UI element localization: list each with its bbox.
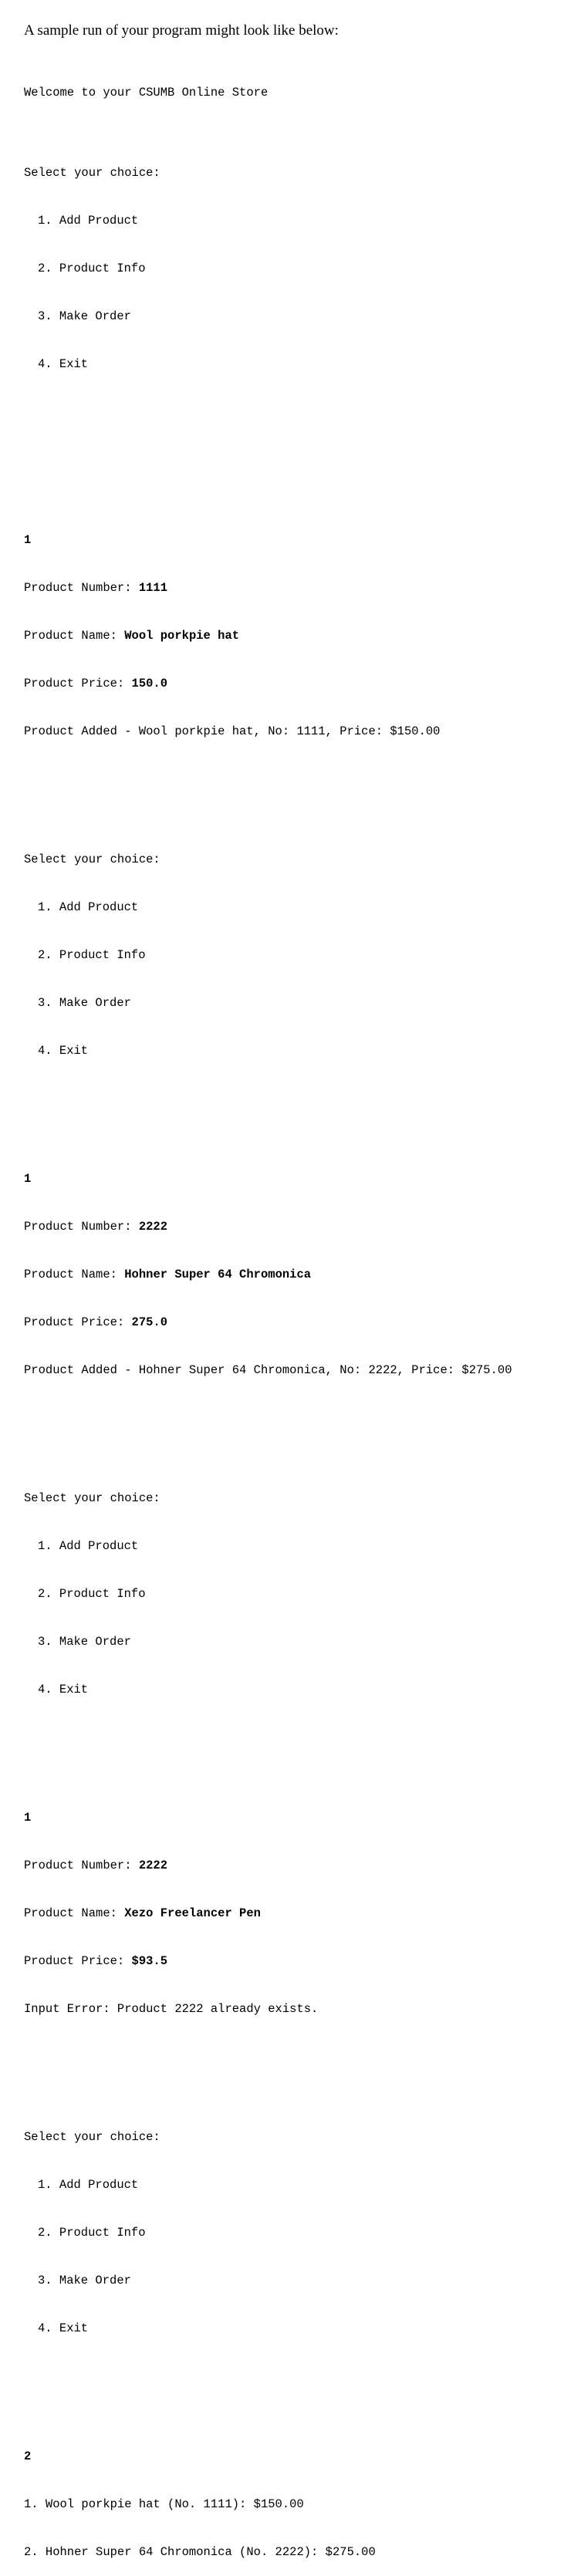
product-number-line bbox=[24, 1219, 512, 1235]
menu-option: 3. Make Order bbox=[38, 996, 131, 1011]
intro-text: A sample run of your program might look like below: bbox=[24, 22, 339, 39]
menu-option: 3. Make Order bbox=[38, 2274, 131, 2288]
product-name-label: Product Name: bbox=[24, 629, 125, 643]
product-name-input: Wool porkpie hat bbox=[124, 629, 240, 643]
result-line: Product Added - Hohner Super 64 Chromonica, No: 2222, Price: $275.00 bbox=[24, 1363, 512, 1378]
product-number-line bbox=[24, 580, 512, 596]
product-number-label: Product Number: bbox=[24, 1220, 139, 1234]
product-name-input: Xezo Freelancer Pen bbox=[124, 1906, 261, 1921]
menu-prompt: Select your choice: bbox=[24, 2129, 160, 2144]
error-line: Input Error: Product 2222 already exists. bbox=[24, 2002, 319, 2017]
product-info-line: 1. Wool porkpie hat (No. 1111): $150.00 bbox=[24, 2497, 304, 2511]
user-choice: 1 bbox=[24, 1171, 32, 1186]
product-price-label: Product Price: bbox=[24, 1315, 132, 1330]
product-name-label: Product Name: bbox=[24, 1268, 125, 1282]
product-name-input: Hohner Super 64 Chromonica bbox=[124, 1268, 312, 1282]
product-price-input: 150.0 bbox=[131, 677, 168, 691]
product-name-line bbox=[24, 628, 512, 644]
menu-option: 2. Product Info bbox=[38, 948, 146, 963]
product-number-line bbox=[24, 1858, 512, 1874]
product-name-label: Product Name: bbox=[24, 1906, 125, 1921]
product-price-line bbox=[24, 676, 512, 692]
menu-option: 2. Product Info bbox=[38, 262, 146, 276]
user-choice: 1 bbox=[24, 532, 32, 547]
result-line: Product Added - Wool porkpie hat, No: 1111, Price: $150.00 bbox=[24, 724, 441, 739]
product-price-line bbox=[24, 1953, 512, 1970]
product-price-input: 275.0 bbox=[131, 1315, 168, 1330]
product-number-input: 2222 bbox=[138, 1858, 168, 1872]
user-choice: 2 bbox=[24, 2449, 32, 2463]
welcome-line: Welcome to your CSUMB Online Store bbox=[24, 86, 268, 100]
menu-option: 4. Exit bbox=[38, 357, 89, 372]
product-number-label: Product Number: bbox=[24, 1858, 139, 1872]
menu-prompt: Select your choice: bbox=[24, 852, 160, 866]
menu-prompt: Select your choice: bbox=[24, 1491, 160, 1505]
menu-option: 1. Add Product bbox=[38, 214, 139, 228]
product-name-line bbox=[24, 1267, 512, 1283]
menu-option: 3. Make Order bbox=[38, 1635, 131, 1649]
console-output bbox=[24, 53, 512, 2576]
menu-option: 2. Product Info bbox=[38, 2226, 146, 2240]
product-number-label: Product Number: bbox=[24, 581, 139, 596]
menu-option: 1. Add Product bbox=[38, 1538, 139, 1553]
menu-option: 4. Exit bbox=[38, 2321, 89, 2336]
product-number-input: 1111 bbox=[138, 581, 168, 596]
product-price-line bbox=[24, 1315, 512, 1331]
product-info-line: 2. Hohner Super 64 Chromonica (No. 2222): $275.00 bbox=[24, 2544, 376, 2559]
menu-option: 2. Product Info bbox=[38, 1587, 146, 1602]
product-name-line bbox=[24, 1906, 512, 1922]
product-price-label: Product Price: bbox=[24, 677, 132, 691]
user-choice: 1 bbox=[24, 1810, 32, 1825]
menu-option: 3. Make Order bbox=[38, 309, 131, 324]
product-price-label: Product Price: bbox=[24, 1954, 132, 1969]
product-price-input: $93.5 bbox=[131, 1954, 168, 1969]
menu-option: 4. Exit bbox=[38, 1044, 89, 1058]
menu-option: 4. Exit bbox=[38, 1683, 89, 1697]
menu-option: 1. Add Product bbox=[38, 900, 139, 915]
product-number-input: 2222 bbox=[138, 1220, 168, 1234]
menu-option: 1. Add Product bbox=[38, 2177, 139, 2192]
menu-prompt: Select your choice: bbox=[24, 165, 160, 180]
